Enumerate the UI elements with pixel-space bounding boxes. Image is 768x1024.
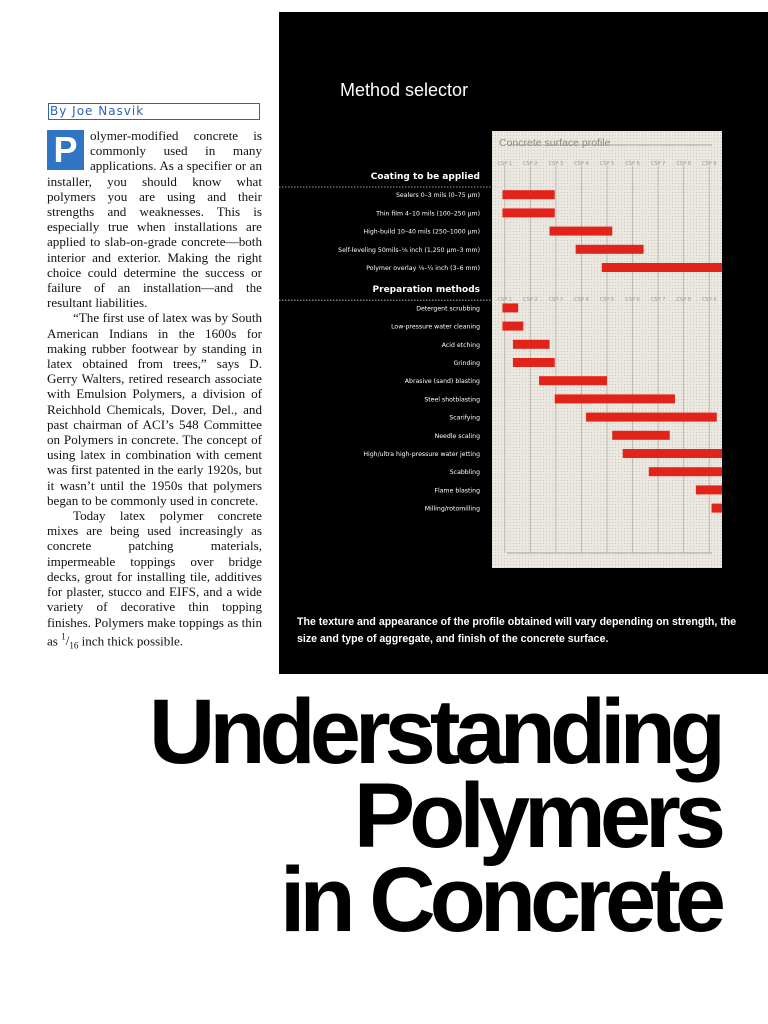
headline-line-1: Understanding [148, 681, 720, 783]
article-paragraph-1-text: olymer-modified concrete is commonly used in many applications. As a specifier or an installer, you should know what polymers you are using and their strengths and weaknesses. This is especially true when installations are applied to slab-on-grade concrete—both interior and exterior. Making the right choice could determine the success or failure of an installation—and the resultant liabilities. [47, 128, 262, 311]
chart-row-label: Low-pressure water cleaning [391, 323, 480, 331]
chart-range-bar [502, 303, 518, 312]
chart-range-bar [513, 358, 555, 367]
article-paragraph-3-end: inch thick possible. [78, 633, 184, 649]
panel-title: Method selector [340, 80, 469, 100]
chart-row-label: Thin film 4–10 mils (100–250 µm) [376, 210, 480, 218]
chart-range-bar [586, 413, 717, 422]
fraction-numerator: 1 [61, 631, 66, 642]
chart-range-bar [539, 376, 607, 385]
chart-row-label: High-build 10–40 mils (250–1000 µm) [363, 228, 480, 236]
chart-row-label: Polymer overlay ⅛–¼ inch (3–6 mm) [366, 265, 480, 272]
article-body [47, 128, 262, 654]
chart-tick-label: CSP 8 [676, 297, 691, 303]
chart-row-label: Grinding [453, 360, 480, 367]
chart-tick-label: CSP 8 [676, 161, 691, 167]
headline-line-3: in Concrete [279, 849, 720, 951]
chart-row-label: Steel shotblasting [424, 396, 480, 404]
chart-row-label: Milling/rotomilling [424, 505, 480, 513]
chart-tick-label: CSP 7 [650, 161, 666, 167]
chart-range-bar [550, 227, 613, 236]
chart-tick-label: CSP 9 [701, 161, 717, 167]
chart-tick-label: CSP 2 [523, 161, 538, 167]
headline [148, 681, 720, 951]
method-selector-panel [279, 12, 768, 674]
fraction-denominator: 16 [69, 640, 79, 651]
chart-tick-label: CSP 1 [497, 161, 513, 167]
chart-tick-label: CSP 7 [650, 297, 666, 303]
chart-title: Concrete surface profile [499, 137, 611, 149]
chart-range-bar [696, 485, 722, 494]
chart-range-bar [649, 467, 722, 476]
chart-range-bar [555, 394, 675, 403]
panel-caption: The texture and appearance of the profile obtained will vary depending on strength, the size and type of aggregate, and finish of the concrete surface. [297, 616, 737, 645]
chart-tick-label: CSP 2 [523, 297, 538, 303]
chart-range-bar [612, 431, 670, 440]
chart-tick-label: CSP 1 [497, 297, 513, 303]
chart-range-bar [623, 449, 722, 458]
chart-row-label: Scarifying [449, 414, 480, 422]
article-paragraph-1 [47, 128, 262, 310]
article-paragraph-2: “The first use of latex was by South American Indians in the 1600s for making rubber footwear by standing in latex obtained from trees,” says D. Gerry Walters, retired research associate with Emulsion Polymers, a division of Reichhold Chemicals, Dover, Del., and past chairman of ACI’s 548 Committee on Polymers in concrete. The concept of using latex in combination with cement was first patented in the early 1920s, but it wasn’t until the 1950s that polymers began to be commonly used in concrete. [47, 310, 262, 508]
headline-line-2: Polymers [353, 765, 720, 867]
chart-range-bar [502, 322, 523, 331]
chart-row-label: Flame blasting [434, 487, 480, 495]
chart-tick-label: CSP 5 [599, 161, 615, 167]
chart-range-bar [502, 190, 554, 199]
byline: By Joe Nasvik [48, 103, 260, 120]
chart-range-bar [502, 208, 554, 217]
chart-row-label: Detergent scrubbing [416, 305, 480, 313]
article-paragraph-3 [47, 508, 262, 654]
chart-range-bar [712, 504, 722, 513]
chart-tick-label: CSP 3 [548, 297, 564, 303]
chart-row-label: Acid etching [441, 341, 480, 349]
chart-tick-label: CSP 6 [625, 297, 640, 303]
chart-tick-label: CSP 3 [548, 161, 564, 167]
method-selector-chart [279, 12, 768, 674]
chart-row-label: Sealers 0–3 mils (0–75 µm) [395, 192, 480, 200]
drop-cap: P [47, 130, 84, 170]
chart-tick-label: CSP 9 [701, 297, 717, 303]
chart-group-heading: Coating to be applied [370, 172, 480, 182]
chart-group-heading: Preparation methods [372, 285, 480, 296]
chart-tick-label: CSP 4 [574, 161, 589, 167]
chart-row-label: Abrasive (sand) blasting [404, 378, 480, 386]
chart-range-bar [602, 263, 722, 272]
fraction: $^1/_{16}$ [61, 631, 79, 651]
chart-row-label: High/ultra high-pressure water jetting [363, 451, 480, 458]
chart-tick-label: CSP 4 [574, 297, 589, 303]
chart-range-bar [576, 245, 644, 254]
chart-row-label: Needle scaling [434, 432, 480, 440]
chart-tick-label: CSP 5 [599, 297, 615, 303]
chart-range-bar [513, 340, 550, 349]
chart-row-label: Self-leveling 50mils–⅛ inch (1,250 µm–3 mm) [338, 246, 480, 254]
article-paragraph-3-text: Today latex polymer concrete mixes are being used increasingly as concrete patching materials, impermeable toppings over bridge decks, grout for installing tile, additives for plaster, stucco and EIFS, and a wide variety of decorative thin topping finishes. Polymers make toppings as thin as [47, 508, 262, 649]
chart-row-label: Scabbling [449, 469, 480, 477]
chart-tick-label: CSP 6 [625, 161, 640, 167]
